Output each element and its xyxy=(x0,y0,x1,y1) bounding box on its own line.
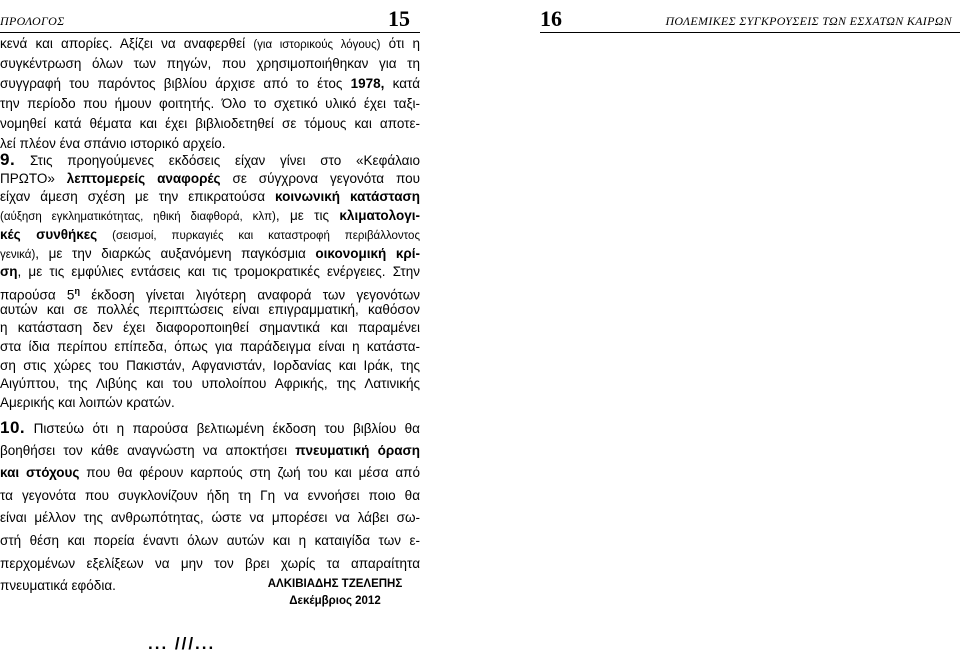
p10-line-2: βοηθήσει τον κάθε αναγνώστη να αποκτήσει πνευματική όραση xyxy=(0,442,420,458)
left-page xyxy=(0,0,420,655)
p9-line-3: είχαν άμεση σχέση με την επικρατούσα κοινωνική κατάσταση xyxy=(0,189,420,205)
p9-line-9: αυτών και σε πολλές περιπτώσεις είναι επιγραμματική, καθόσον xyxy=(0,301,420,317)
right-page xyxy=(540,0,960,655)
left-page-number: 15 xyxy=(388,6,410,31)
p9-line-5: κές συνθήκες (σεισμοί, πυρκαγιές και καταστροφή περιβάλλοντος xyxy=(0,226,420,242)
intro-line-3: συγγραφή του παρόντος βιβλίου άρχισε από το έτος 1978, κατά xyxy=(0,76,420,91)
intro-line-5: νομηθεί κατά θέματα και έχει βιβλιοδετηθεί σε τόμους και αποτε- xyxy=(0,116,420,131)
p10-number: 10. xyxy=(0,418,26,437)
p9-line-6: γενικά), με την διαρκώς αυξανόμενη παγκόσμια οικονομική κρί- xyxy=(0,245,420,261)
signature-date: Δεκέμβριος 2012 xyxy=(289,595,381,607)
right-page-header xyxy=(540,4,960,33)
right-header-title: ΠΟΛΕΜΙΚΕΣ ΣΥΓΚΡΟΥΣΕΙΣ ΤΩΝ ΕΣΧΑΤΩΝ ΚΑΙΡΩΝ xyxy=(665,14,952,28)
p10-line-1: 10. Πιστεύω ότι η παρούσα βελτιωμένη έκδοση του βιβλίου θα xyxy=(0,418,420,437)
p9-line-7: ση, με τις εμφύλιες εντάσεις και τις τρομοκρατικές ενέργειες. Στην xyxy=(0,264,420,280)
p9-line-1: 9. Στις προηγούμενες εκδόσεις είχαν γίνει στο «Κεφάλαιο xyxy=(0,150,420,169)
p9-line-10: η κατάσταση δεν έχει διαφοροποιηθεί σημαντικά και παραμένει xyxy=(0,320,420,336)
p10-line-3: και στόχους που θα φέρουν καρπούς στη ζωή του και μέσα από xyxy=(0,465,421,481)
p9-line-8: παρούσα $5^\eta$ έκδοση γίνεται λιγότερη αναφορά των γεγονότων xyxy=(0,285,420,303)
left-page-header xyxy=(0,4,420,33)
signature-name: ΑΛΚΙΒΙΑΔΗΣ ΤΖΕΛΕΠΗΣ xyxy=(267,578,403,590)
p10-line-5: είναι μέλλον της ανθρωπότητας, ώστε να μπορέσει να λάβει σω- xyxy=(0,510,420,526)
intro-line-4: την περίοδο που ήμουν φοιτητής. Όλο το σχετικό υλικό έχει ταξι- xyxy=(0,96,420,111)
p10-line-8: πνευματικά εφόδια. xyxy=(0,578,116,594)
p9-line-14: Αμερικής και λοιπών κρατών. xyxy=(0,395,175,411)
left-header-title: ΠΡΟΛΟΓΟΣ xyxy=(0,14,65,28)
p9-number: 9. xyxy=(0,150,16,169)
p10-line-7: περχομένων εξελίξεων να μην τον βρει χωρίς τα απαραίτητα xyxy=(0,555,420,571)
p10-line-4: τα γεγονότα που συγκλονίζουν ήδη τη Γη να εννοήσει ποιο θα xyxy=(0,487,420,503)
p9-line-2: ΠΡΩΤΟ» λεπτομερείς αναφορές σε σύγχρονα γεγονότα που xyxy=(0,170,421,186)
right-page-number: 16 xyxy=(540,6,562,31)
intro-line-6: λεί πλέον ένα σπάνιο ιστορικό αρχείο. xyxy=(0,136,226,151)
p9-line-12: ση στις χώρες του Πακιστάν, Αφγανιστάν, Ιορδανίας και Ιράκ, της xyxy=(0,357,420,373)
p10-line-6: στή θέση και πορεία έναντι όλων αυτών και η καταιγίδα των ε- xyxy=(0,533,420,548)
p9-line-4: (αύξηση εγκληματικότητας, ηθική διαφθορά, κλπ), με τις κλιματολογι- xyxy=(0,208,420,224)
end-mark: ... ///... xyxy=(148,634,216,653)
p9-line-13: Αιγύπτου, της Λιβύης και του υπολοίπου Αφρικής, της Λατινικής xyxy=(0,376,420,392)
p9-line-11: στα ίδια περίπου επίπεδα, όπως για παράδειγμα είναι η κατάστα- xyxy=(0,339,420,354)
intro-line-1: κενά και απορίες. Αξίζει να αναφερθεί (για ιστορικούς λόγους) ότι η xyxy=(0,36,420,51)
intro-line-2: συγκέντρωση όλων των πηγών, που χρησιμοποιήθηκαν για τη xyxy=(0,56,420,71)
